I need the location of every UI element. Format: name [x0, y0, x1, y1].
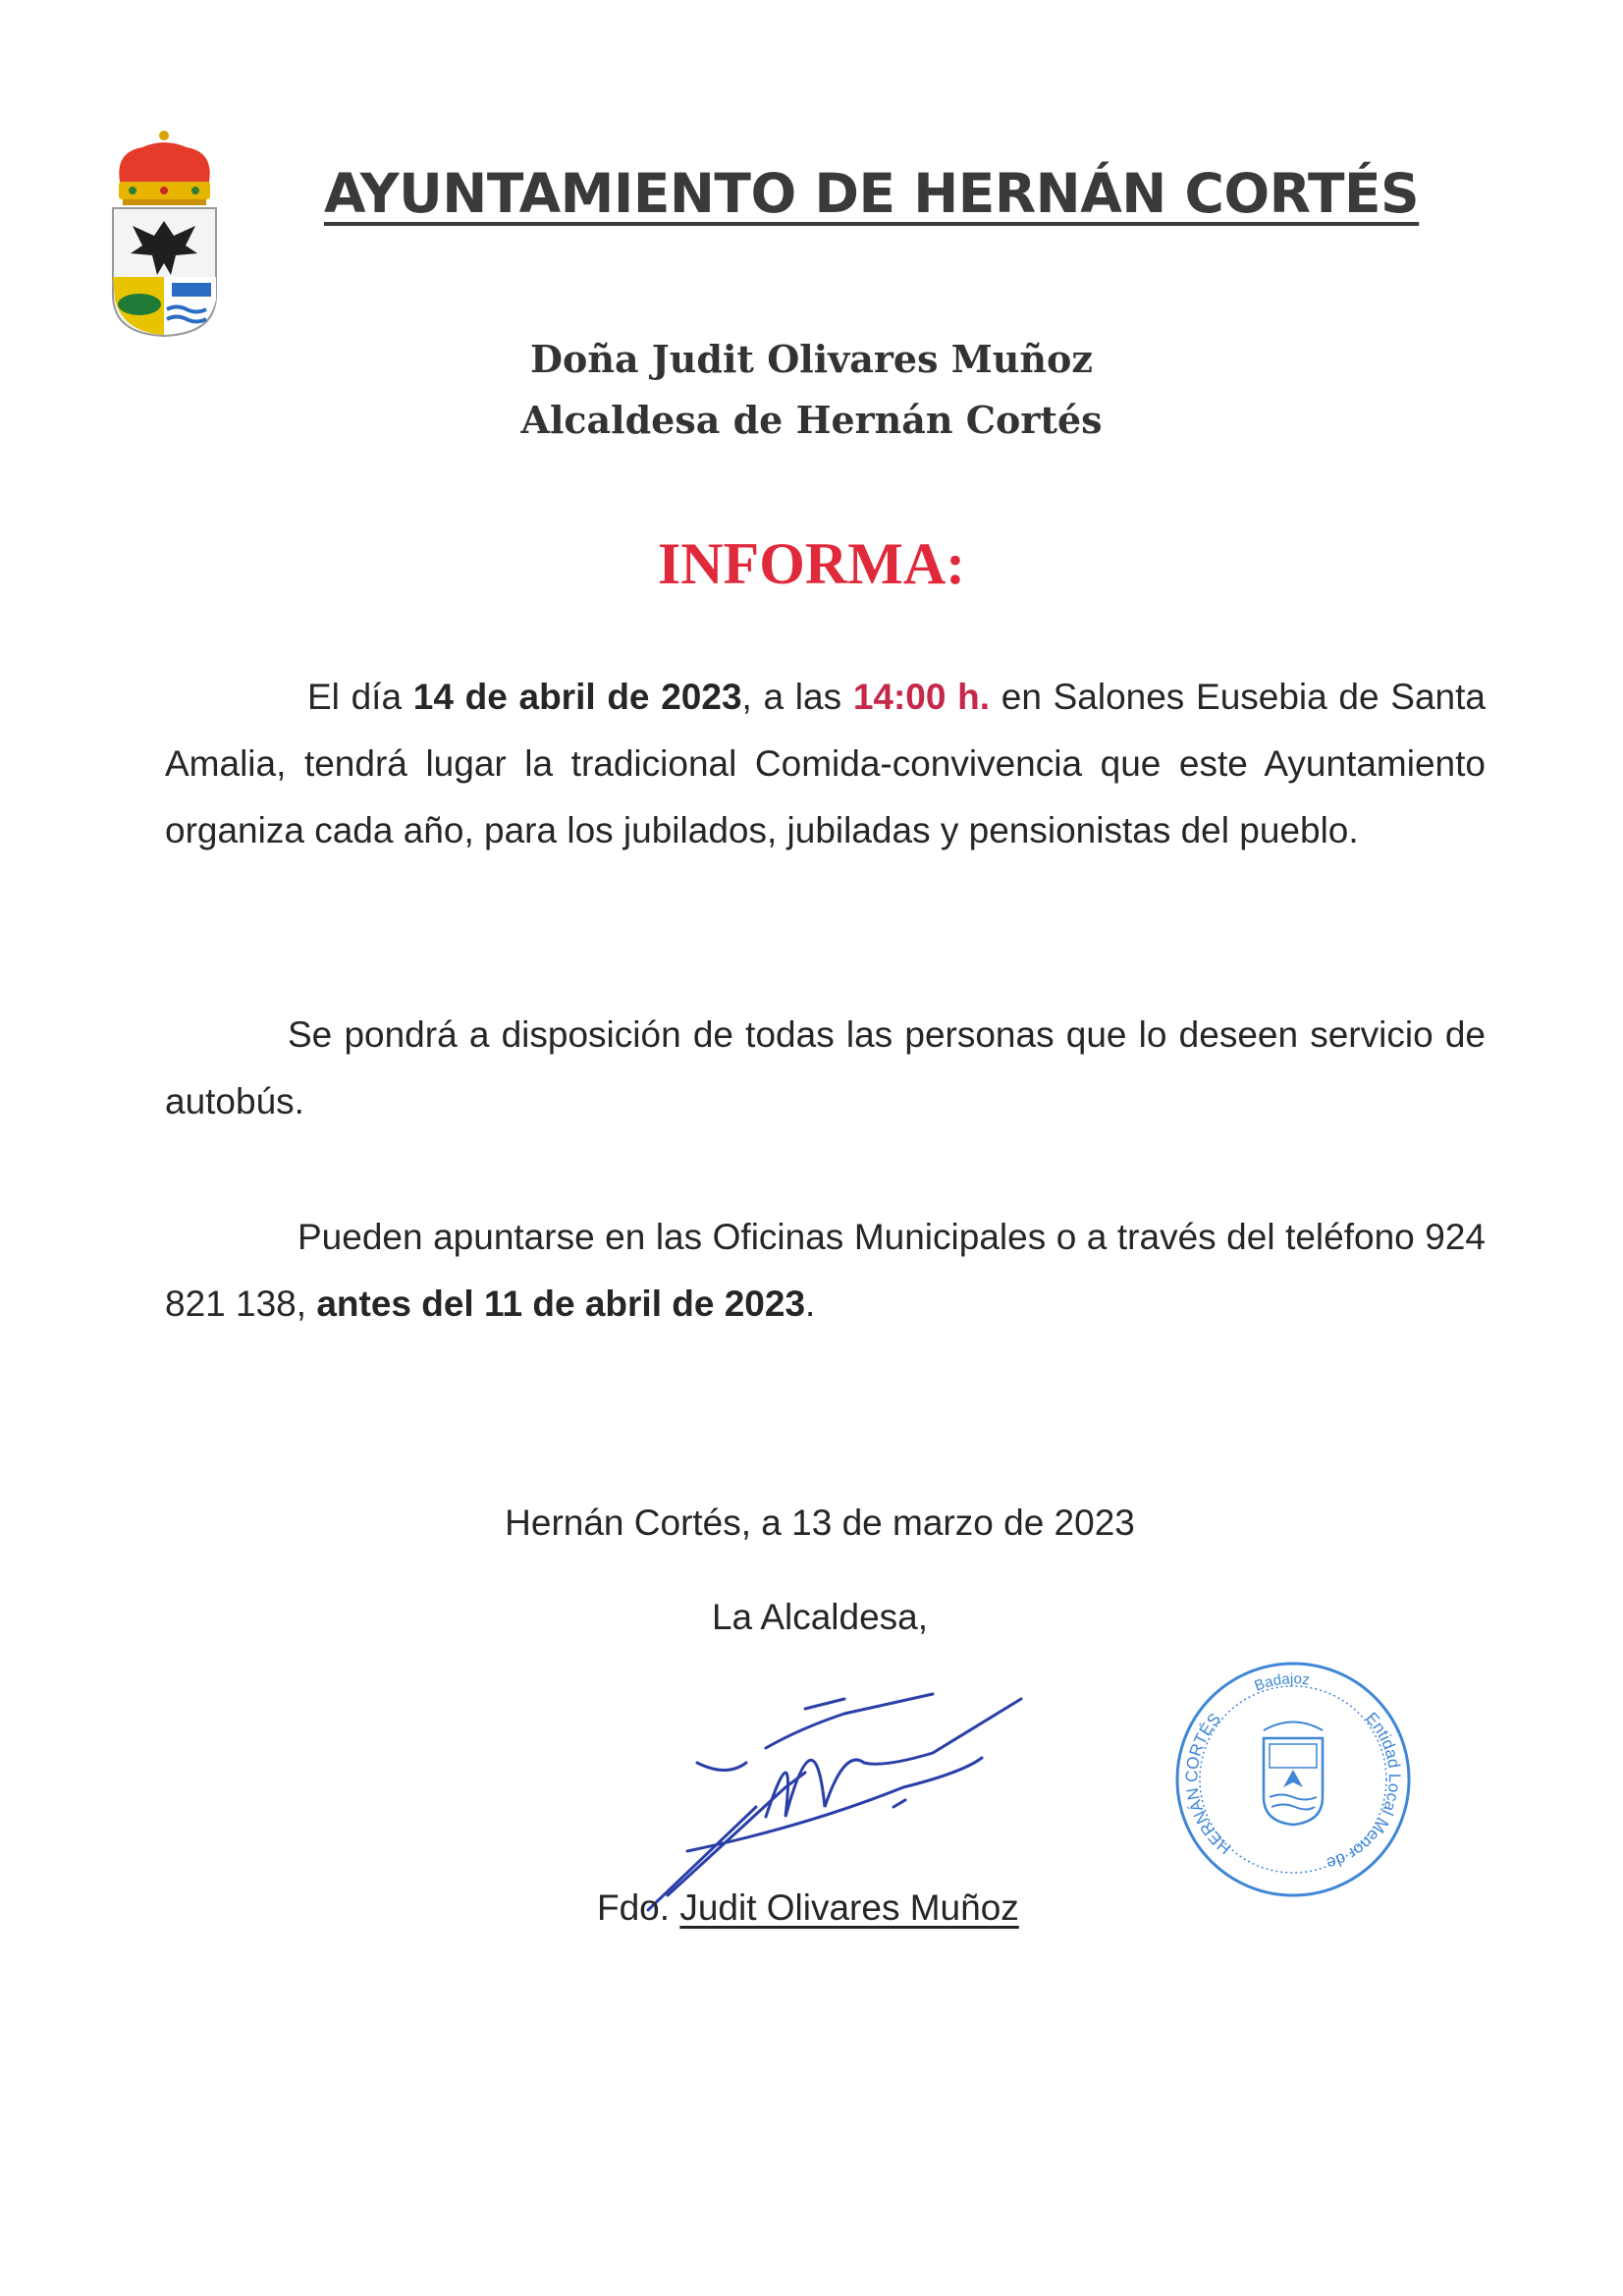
official-block: [0, 329, 1623, 451]
svg-text:Entidad Local Menor de: [1325, 1709, 1404, 1873]
coat-of-arms-icon: [103, 128, 226, 339]
signer-line: [597, 1887, 1019, 1929]
p1-text-3: en Salones Eusebia de Santa Amalia, tendrá lugar la tradicional Comida-convivencia que este Ayuntamiento organiza cada año, para los jubilados, jubiladas y pensionistas del pueblo.: [165, 677, 1486, 850]
p3-text-1: Pueden apuntarse en las Oficinas Municipales o a través del teléfono 924 821 138,: [165, 1217, 1486, 1324]
paragraph-event: [165, 664, 1486, 864]
stamp-text-top: Badajoz: [1252, 1670, 1311, 1695]
registration-deadline: antes del 11 de abril de 2023: [316, 1284, 806, 1324]
stamp-text-left: HERNÁN CORTÉS: [1182, 1709, 1235, 1858]
announcement-heading: INFORMA:: [657, 531, 966, 596]
official-position: Alcaldesa de Hernán Cortés: [520, 398, 1103, 442]
paragraph-registration: [165, 1204, 1486, 1338]
official-stamp: [1163, 1650, 1424, 1910]
place-date: Hernán Cortés, a 13 de marzo de 2023: [505, 1503, 1135, 1543]
official-name: Doña Judit Olivares Muñoz: [530, 337, 1093, 381]
signer-name: Judit Olivares Muñoz: [679, 1887, 1019, 1928]
signed-prefix: Fdo.: [597, 1887, 680, 1928]
svg-text:Badajoz: [1252, 1670, 1310, 1694]
p1-text-1: El día: [307, 677, 413, 717]
stamp-text-right: Entidad Local Menor de: [1324, 1708, 1404, 1874]
signature-icon: [609, 1669, 1051, 1915]
event-date: 14 de abril de 2023: [412, 677, 742, 717]
p1-text-2: , a las: [741, 677, 853, 717]
paragraph-bus: Se pondrá a disposición de todas las personas que lo deseen servicio de autobús.: [165, 1014, 1486, 1121]
page-title: AYUNTAMIENTO DE HERNÁN CORTÉS: [324, 162, 1420, 225]
signer-role: La Alcaldesa,: [711, 1597, 929, 1637]
p3-text-2: .: [805, 1284, 816, 1324]
event-time: 14:00 h.: [852, 677, 991, 717]
